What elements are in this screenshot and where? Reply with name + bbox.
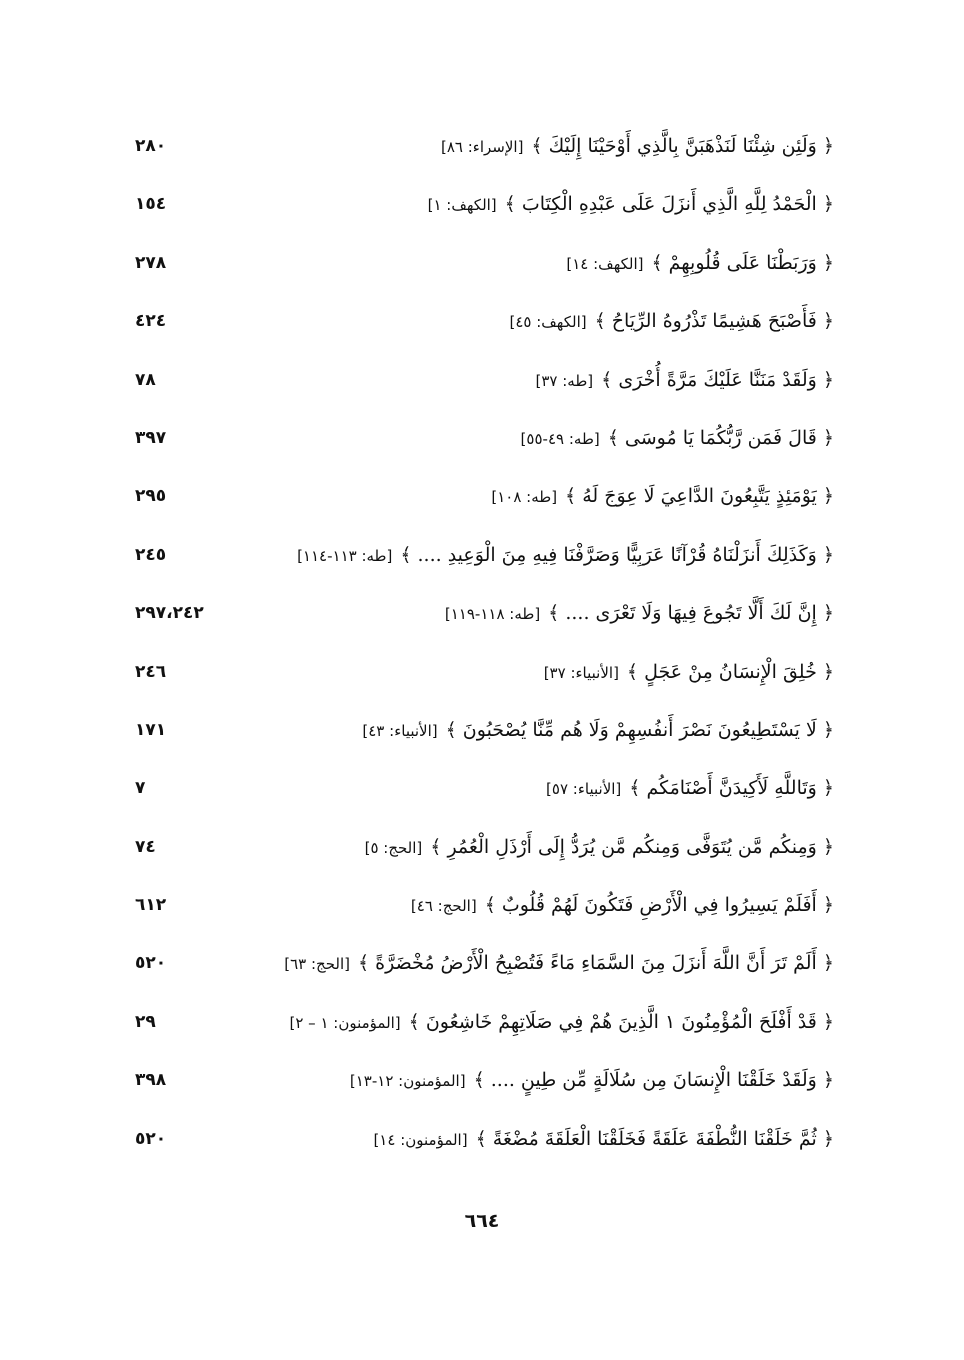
verse-text: ﴿ قَالَ فَمَن رَّبُّكُمَا يَا مُوسَى ﴾ (607, 426, 834, 449)
verse-cell (134, 763, 834, 814)
index-row (0, 530, 964, 588)
verse-reference: [طه: ١١٨-١١٩] (444, 605, 541, 624)
index-row (0, 1114, 964, 1172)
verse-cell (134, 647, 834, 698)
verse-text: ﴿ وَمِنكُم مَّن يُتَوَفَّى وَمِنكُم مَّن يُرَدُّ إِلَى أَرْذَلِ الْعُمُرِ ﴾ (430, 835, 834, 858)
page-number: ٥٢٠ (135, 1128, 167, 1149)
index-row (0, 471, 964, 529)
verse-text: ﴿ وَتَاللَّهِ لَأَكِيدَنَّ أَصْنَامَكُم ﴾ (629, 777, 834, 800)
verse-reference: [المؤمنون: ١٤] (373, 1130, 468, 1149)
verse-reference: [المؤمنون: ١٢-١٣] (349, 1072, 466, 1091)
verse-cell (134, 997, 834, 1048)
verse-reference: [الكهف: ٤٥] (509, 313, 587, 332)
verse-cell (134, 355, 834, 406)
verse-reference: [الكهف: ١] (427, 196, 497, 215)
page-number: ٥٢٠ (135, 953, 167, 974)
verse-cell (134, 1114, 834, 1165)
verse-cell (134, 588, 834, 639)
page-number: ٣٩٧ (135, 427, 167, 448)
verse-reference: [طه: ٣٧] (535, 371, 594, 390)
verse-reference: [الإسراء: ٨٦] (440, 138, 524, 156)
verse-text: ﴿ وَلَقَدْ خَلَقْنَا الْإِنسَانَ مِن سُلَالَةٍ مِّن طِينٍ .... ﴾ (473, 1069, 834, 1092)
verse-reference: [المؤمنون: ١ – ٢] (289, 1013, 401, 1032)
verse-text: ﴿ لَا يَسْتَطِيعُونَ نَصْرَ أَنفُسِهِمْ وَلَا هُم مِّنَّا يُصْحَبُونَ ﴾ (445, 718, 834, 741)
verse-text: ﴿ أَفَلَمْ يَسِيرُوا فِي الْأَرْضِ فَتَكُونَ لَهُمْ قُلُوبٌ ﴾ (484, 894, 834, 917)
verse-cell (134, 296, 834, 347)
index-row (0, 880, 964, 938)
verse-text: ﴿ أَلَمْ تَرَ أَنَّ اللَّهَ أَنزَلَ مِنَ السَّمَاءِ مَاءً فَتُصْبِحُ الْأَرْضُ مُخْضَرَّةً ﴾ (357, 952, 834, 975)
verse-reference: [طه: ١٠٨] (491, 488, 558, 507)
verse-reference: [طه: ٤٩-٥٥] (520, 429, 600, 448)
verse-cell (134, 705, 834, 756)
verse-reference: [الحج: ٦٣] (284, 955, 350, 974)
verse-text: ﴿ يَوْمَئِذٍ يَتَّبِعُونَ الدَّاعِيَ لَا عِوَجَ لَهُ ﴾ (565, 485, 834, 508)
page-number: ٢٤٦ (135, 661, 167, 682)
verse-cell (134, 179, 834, 230)
index-row (0, 179, 964, 237)
verse-reference: [الحج: ٤٦] (410, 897, 477, 916)
verse-reference: [الحج: ٥] (364, 838, 423, 857)
page-number: ٢٨٠ (135, 136, 167, 156)
index-row (0, 588, 964, 646)
page-number: ٣٩٨ (135, 1070, 167, 1091)
page-number: ٢٤٥ (135, 544, 167, 565)
index-row (0, 121, 964, 179)
verse-cell (134, 413, 834, 464)
verse-text: ﴿ وَلَئِن شِئْنَا لَنَذْهَبَنَّ بِالَّذِي أَوْحَيْنَا إِلَيْكَ ﴾ (531, 135, 834, 157)
verse-text: ﴿ ثُمَّ خَلَقْنَا النُّطْفَةَ عَلَقَةً فَخَلَقْنَا الْعَلَقَةَ مُضْغَةً ﴾ (475, 1127, 834, 1150)
verse-cell (134, 822, 834, 873)
index-row (0, 296, 964, 354)
verse-text: ﴿ وَلَقَدْ مَنَنَّا عَلَيْكَ مَرَّةً أُخْرَى ﴾ (601, 368, 834, 391)
index-row (0, 938, 964, 996)
verse-cell (134, 530, 834, 581)
verse-reference: [الأنبياء: ٣٧] (543, 663, 619, 682)
verse-reference: [الأنبياء: ٥٧] (546, 780, 622, 799)
index-row (0, 997, 964, 1055)
verse-index-list (0, 121, 964, 1172)
page-number: ٦١٢ (135, 895, 167, 916)
verse-cell (134, 121, 834, 172)
page-number: ٢٩ (135, 1011, 156, 1032)
page-number: ١٧١ (135, 719, 167, 740)
page-number: ٧٨ (135, 369, 156, 390)
page-number: ٢٩٥ (135, 486, 167, 507)
page-number: ٢٧٨ (135, 252, 167, 273)
verse-cell (134, 471, 834, 522)
index-row (0, 413, 964, 471)
index-row (0, 1055, 964, 1113)
index-row (0, 822, 964, 880)
index-row (0, 355, 964, 413)
verse-text: ﴿ إِنَّ لَكَ أَلَّا تَجُوعَ فِيهَا وَلَا تَعْرَى .... ﴾ (548, 602, 834, 625)
footer-page-number: ٦٦٤ (464, 1210, 500, 1232)
verse-text: ﴿ قَدْ أَفْلَحَ الْمُؤْمِنُونَ ١ الَّذِينَ هُمْ فِي صَلَاتِهِمْ خَاشِعُونَ ﴾ (408, 1010, 834, 1033)
verse-text: ﴿ وَكَذَلِكَ أَنزَلْنَاهُ قُرْآنًا عَرَبِيًّا وَصَرَّفْنَا فِيهِ مِنَ الْوَعِيدِ .... ﴾ (400, 543, 834, 566)
page-number: ٧ (135, 778, 146, 799)
verse-reference: [الكهف: ١٤] (566, 254, 644, 273)
verse-text: ﴿ الْحَمْدُ لِلَّهِ الَّذِي أَنزَلَ عَلَى عَبْدِهِ الْكِتَابَ ﴾ (504, 193, 834, 216)
index-row (0, 647, 964, 705)
verse-reference: [طه: ١١٣-١١٤] (297, 546, 393, 565)
verse-text: ﴿ وَرَبَطْنَا عَلَى قُلُوبِهِمْ ﴾ (651, 251, 834, 274)
verse-cell (134, 1055, 834, 1106)
page-number: ١٥٤ (135, 194, 167, 215)
page-number: ٤٢٤ (135, 311, 167, 332)
verse-cell (134, 938, 834, 989)
page-number: ٢٩٧،٢٤٢ (135, 603, 204, 624)
index-row (0, 705, 964, 763)
index-row (0, 238, 964, 296)
verse-cell (134, 880, 834, 931)
verse-text: ﴿ خُلِقَ الْإِنسَانُ مِنْ عَجَلٍ ﴾ (626, 660, 834, 683)
page-number: ٧٤ (135, 836, 156, 857)
verse-cell (134, 238, 834, 289)
verse-text: ﴿ فَأَصْبَحَ هَشِيمًا تَذْرُوهُ الرِّيَاحُ ﴾ (594, 310, 834, 333)
index-row (0, 763, 964, 821)
verse-reference: [الأنبياء: ٤٣] (362, 721, 438, 740)
